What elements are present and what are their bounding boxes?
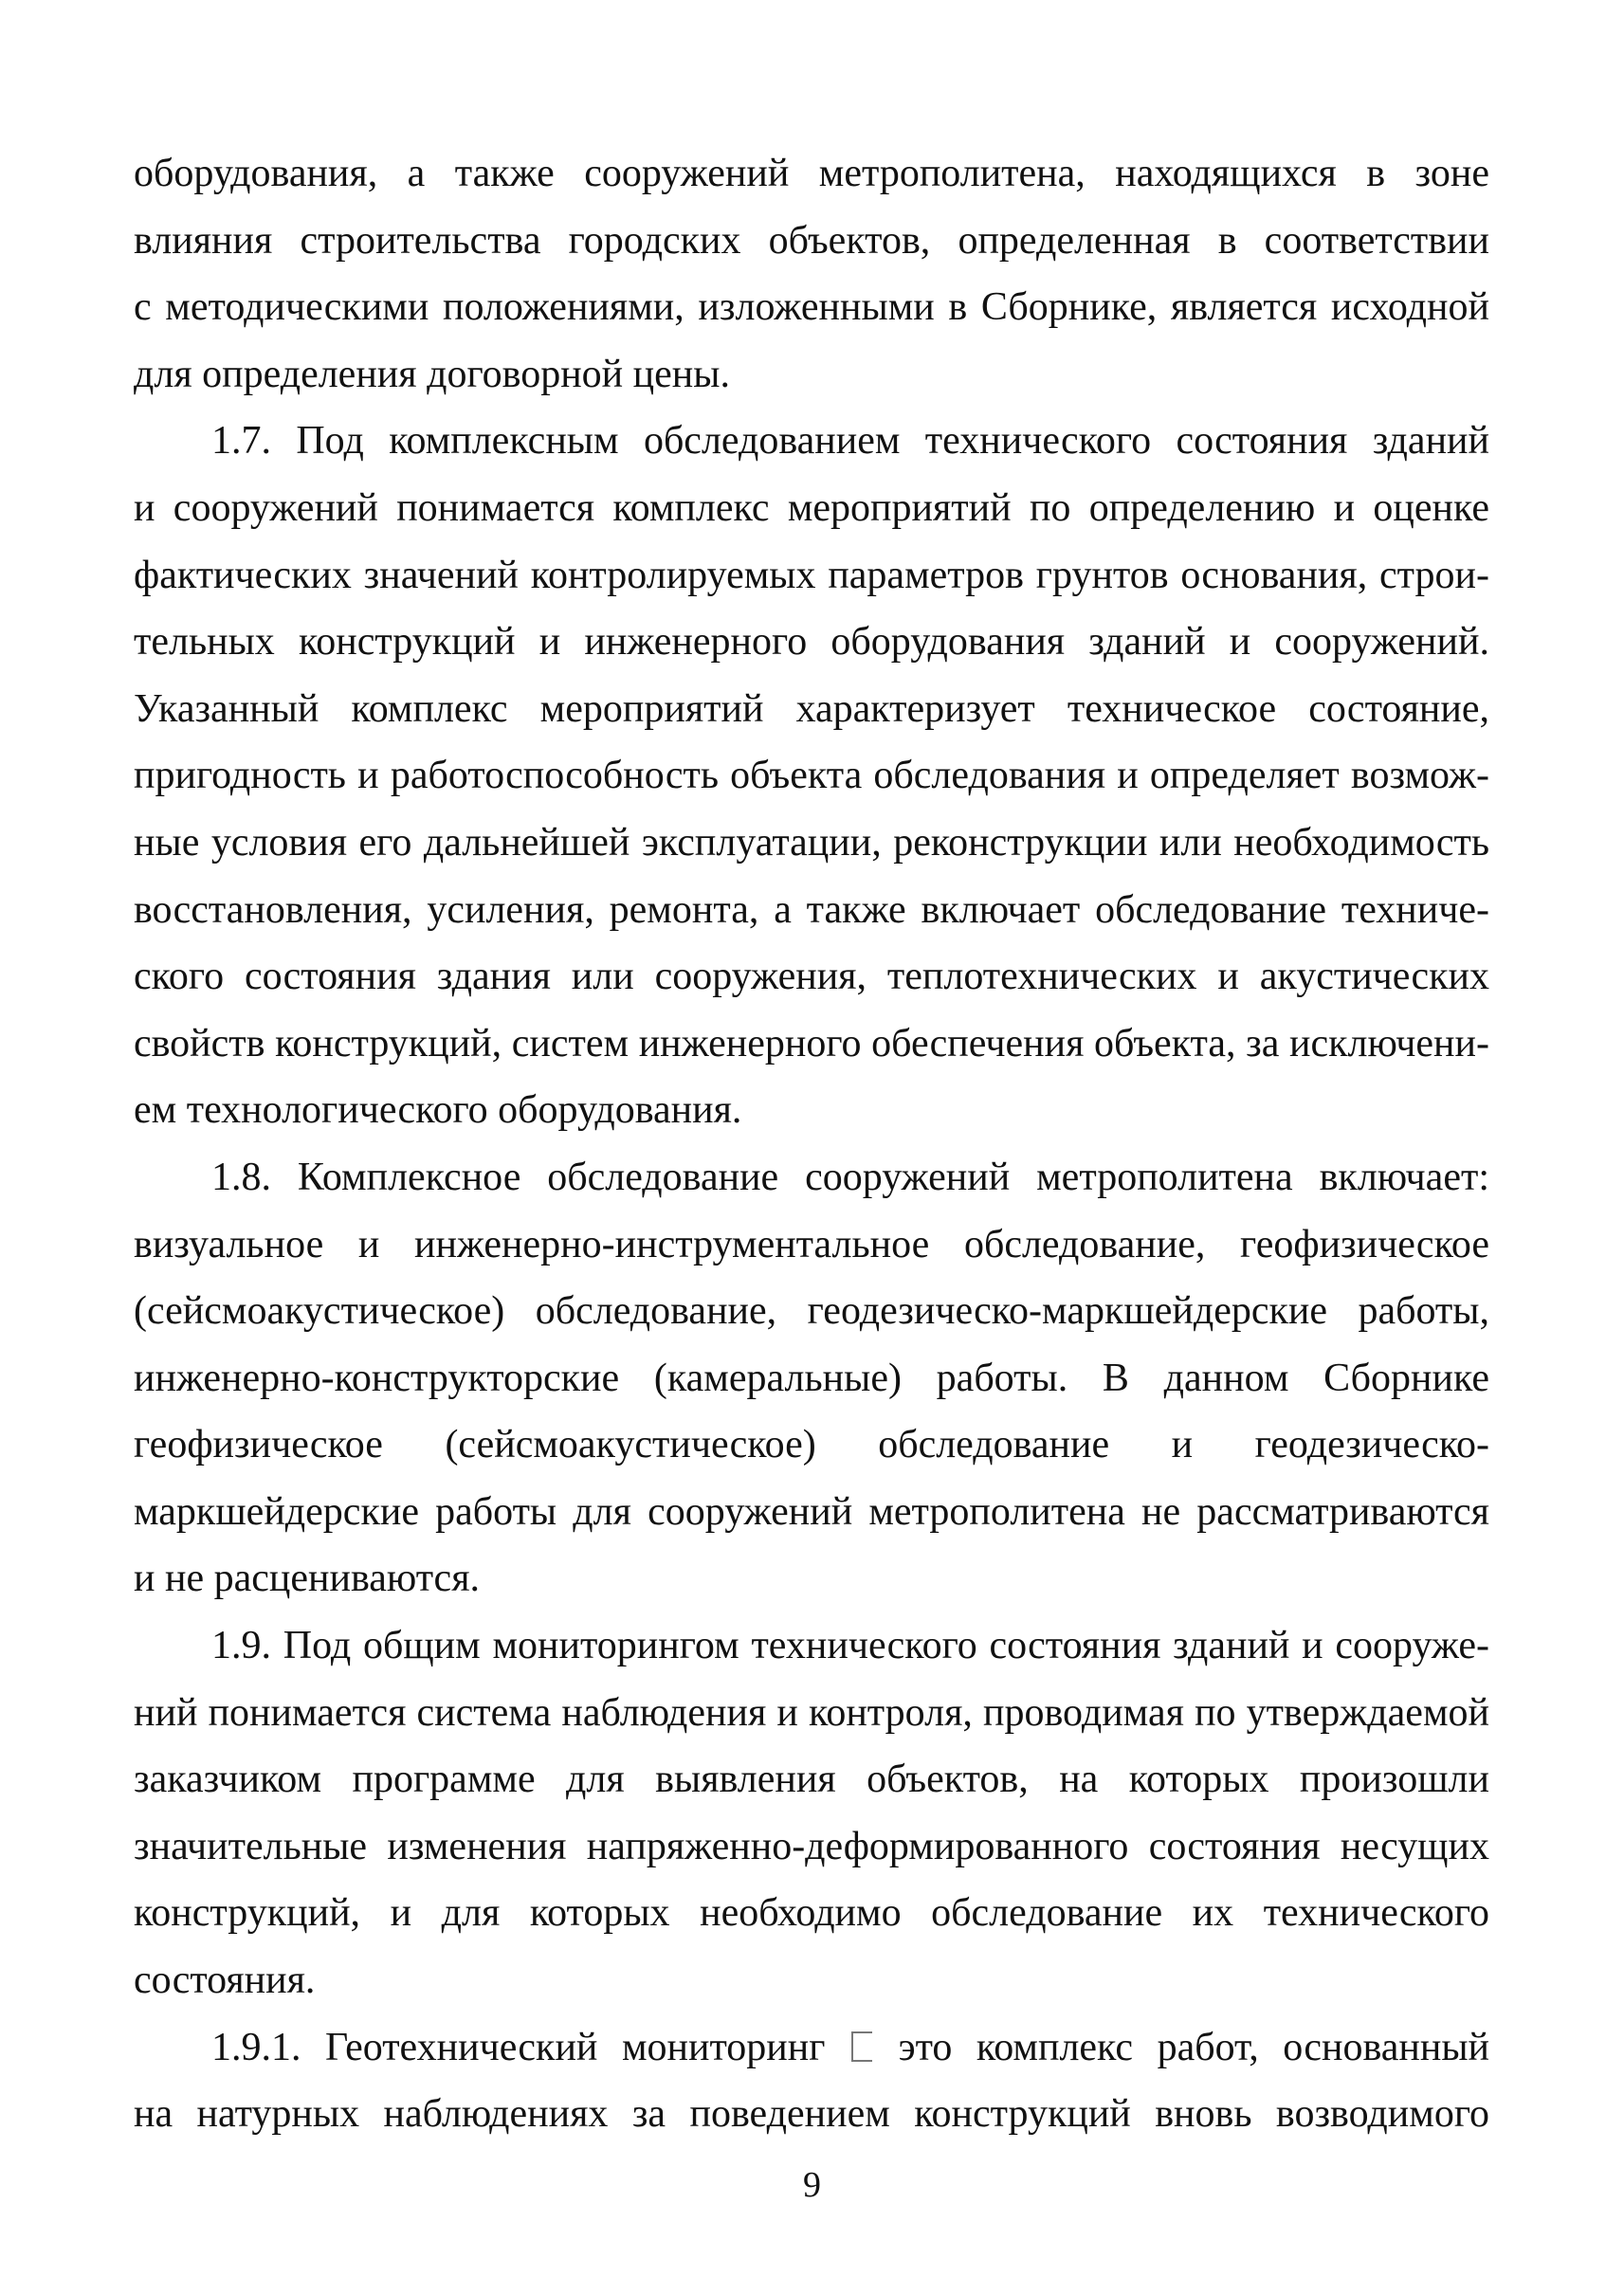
text-line: фактических значений контролируемых параметров грунтов основания, строи- [134, 553, 1489, 597]
text-line: визуальное и инженерно-инструментальное обследование, геофизическое [134, 1222, 1489, 1266]
text-line: ний понимается система наблюдения и контроля, проводимая по утверждаемой [134, 1690, 1489, 1735]
text-line: и не расцениваются. [134, 1557, 481, 1601]
text-line: пригодность и работоспособность объекта обследования и определяет возмож- [134, 754, 1489, 798]
text-line: конструкций, и для которых необходимо обследование их технического [134, 1891, 1489, 1936]
text-line: 1.9. Под общим мониторингом технического состояния зданий и сооруже- [211, 1624, 1489, 1668]
text-line: ем технологического оборудования. [134, 1088, 742, 1133]
text-line: ского состояния здания или сооружения, теплотехнических и акустических [134, 955, 1489, 999]
text-line: на натурных наблюдениях за поведением конструкций вновь возводимого [134, 2092, 1489, 2137]
text-line: тельных конструкций и инженерного оборудования зданий и сооружений. [134, 620, 1489, 665]
text-segment: 1.9.1. Геотехнический мониторинг [211, 2025, 826, 2069]
text-line: маркшейдерские работы для сооружений метрополитена не рассматриваются [134, 1489, 1489, 1534]
text-line: с методическими положениями, изложенными в Сборнике, является исходной [134, 285, 1489, 330]
text-line: 1.7. Под комплексным обследованием технического состояния зданий [211, 419, 1489, 464]
unrecognized-dash-glyph-icon [851, 2031, 872, 2062]
document-body-text [134, 140, 1489, 2148]
text-line: инженерно-конструкторские (камеральные) работы. В данном Сборнике [134, 1356, 1489, 1400]
text-line: состояния. [134, 1958, 316, 2003]
text-line: и сооружений понимается комплекс мероприятий по определению и оценке [134, 485, 1489, 530]
text-line: Указанный комплекс мероприятий характеризует техническое состояние, [134, 686, 1489, 731]
text-line: 1.8. Комплексное обследование сооружений метрополитена включает: [211, 1155, 1489, 1199]
text-line: восстановления, усиления, ремонта, а также включает обследование техниче- [134, 887, 1489, 932]
text-line: влияния строительства городских объектов, определенная в соответствии [134, 218, 1489, 263]
text-line: (сейсмоакустическое) обследование, геодезическо-маркшейдерские работы, [134, 1289, 1489, 1334]
text-line: ные условия его дальнейшей эксплуатации, реконструкции или необходимость [134, 820, 1489, 865]
text-segment: это комплекс работ, основанный [898, 2025, 1490, 2069]
text-line: значительные изменения напряженно-деформированного состояния несущих [134, 1824, 1489, 1868]
text-line: свойств конструкций, систем инженерного обеспечения объекта, за исключени- [134, 1021, 1489, 1066]
text-line: заказчиком программе для выявления объектов, на которых произошли [134, 1758, 1489, 1802]
text-line: оборудования, а также сооружений метрополитена, находящихся в зоне [134, 152, 1489, 195]
page-number: 9 [803, 2165, 821, 2205]
text-line: для определения договорной цены. [134, 352, 730, 396]
text-line: геофизическое (сейсмоакустическое) обследование и геодезическо- [134, 1423, 1489, 1467]
text-line-special [134, 2014, 1489, 2082]
